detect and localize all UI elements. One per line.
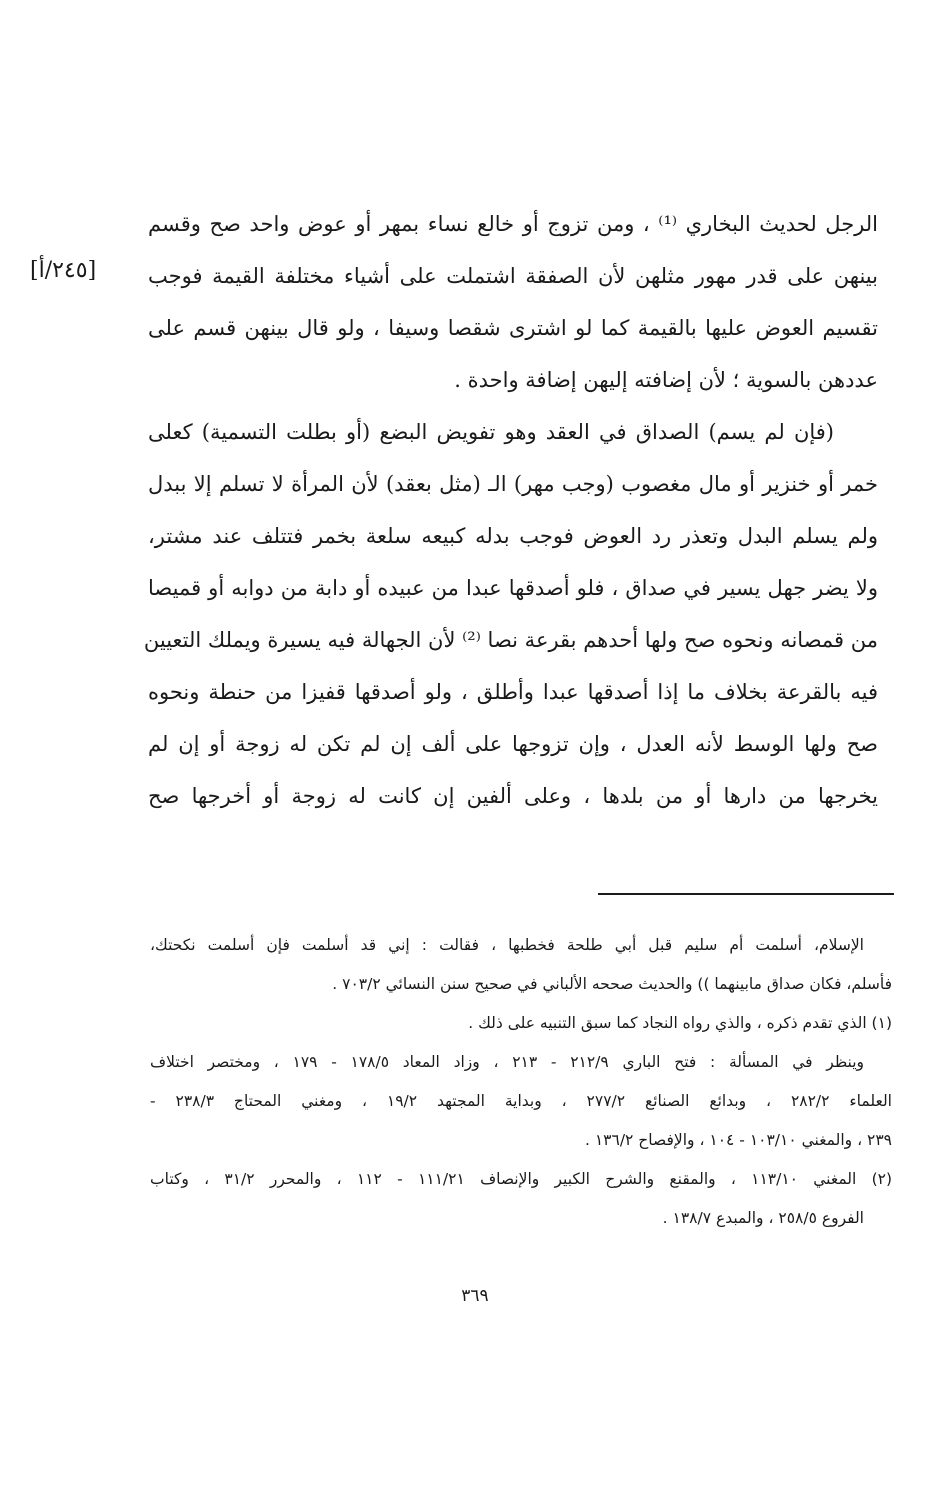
body-line: ولا يضر جهل يسير في صداق ، فلو أصدقها عبدا من عبيده أو دابة من دوابه أو قميصا xyxy=(148,576,878,600)
body-line: خمر أو خنزير أو مال مغصوب (وجب مهر) الـ (مثل بعقد) لأن المرأة لا تسلم إلا ببدل xyxy=(148,472,878,496)
footnote-line: وينظر في المسألة : فتح الباري ٢١٢/٩ - ٢١٣ ، وزاد المعاد ١٧٨/٥ - ١٧٩ ، ومختصر اختلاف xyxy=(150,1053,865,1071)
footnote-line: الإسلام، أسلمت أم سليم قبل أبي طلحة فخطبها ، فقالت : إني قد أسلمت فإن أسلمت نكحتك، xyxy=(150,936,864,954)
body-line: تقسيم العوض عليها بالقيمة كما لو اشترى شقصا وسيفا ، ولو قال بينهن قسم على xyxy=(148,316,878,340)
footnote-line: (٢) المغني ١١٣/١٠ ، والمقنع والشرح الكبير والإنصاف ١١١/٢١ - ١١٢ ، والمحرر ٣١/٢ ، وكتاب xyxy=(150,1170,893,1188)
footnote-line: (١) الذي تقدم ذكره ، والذي رواه النجاد كما سبق التنبيه على ذلك . xyxy=(468,1014,892,1032)
body-line: عددهن بالسوية ؛ لأن إضافته إليهن إضافة واحدة . xyxy=(454,368,878,392)
body-line: الرجل لحديث البخاري ⁽¹⁾ ، ومن تزوج أو خالع نساء بمهر أو عوض واحد صح وقسم xyxy=(148,212,879,236)
folio-margin-reference: [٢٤٥/أ] xyxy=(30,258,97,283)
body-line: ولم يسلم البدل وتعذر رد العوض فوجب بدله كبيعه سلعة بخمر فتتلف عند مشتر، xyxy=(148,524,878,548)
body-line: من قمصانه ونحوه صح ولها أحدهم بقرعة نصا ⁽²⁾ لأن الجهالة فيه يسيرة ويملك التعيين xyxy=(143,628,878,652)
footnote-line: الفروع ٢٥٨/٥ ، والمبدع ١٣٨/٧ . xyxy=(662,1209,864,1227)
body-line: بينهن على قدر مهور مثلهن لأن الصفقة اشتملت على أشياء مختلفة القيمة فوجب xyxy=(148,264,878,288)
footnote-line: العلماء ٢٨٢/٢ ، وبدائع الصنائع ٢٧٧/٢ ، وبداية المجتهد ١٩/٢ ، ومغني المحتاج ٢٣٨/٣ - xyxy=(150,1092,892,1110)
body-line: فيه بالقرعة بخلاف ما إذا أصدقها عبدا وأطلق ، ولو أصدقها قفيزا من حنطة ونحوه xyxy=(148,680,878,704)
footnote-line: فأسلم، فكان صداق مابينهما )) والحديث صححه الألباني في صحيح سنن النسائي ٧٠٣/٢ . xyxy=(332,975,892,993)
body-line: يخرجها من دارها أو من بلدها ، وعلى ألفين إن كانت له زوجة أو أخرجها صح xyxy=(148,784,878,808)
footnote-separator xyxy=(598,893,894,895)
footnote-line: ٢٣٩ ، والمغني ١٠٣/١٠ - ١٠٤ ، والإفصاح ١٣٦/٢ . xyxy=(584,1131,892,1149)
page-number: ٣٦٩ xyxy=(461,1286,489,1306)
body-line: صح ولها الوسط لأنه العدل ، وإن تزوجها على ألف إن لم تكن له زوجة أو إن لم xyxy=(148,732,878,756)
footnotes xyxy=(150,926,892,1238)
main-text xyxy=(143,198,879,822)
body-line: (فإن لم يسم) الصداق في العقد وهو تفويض البضع (أو بطلت التسمية) كعلى xyxy=(148,420,834,444)
